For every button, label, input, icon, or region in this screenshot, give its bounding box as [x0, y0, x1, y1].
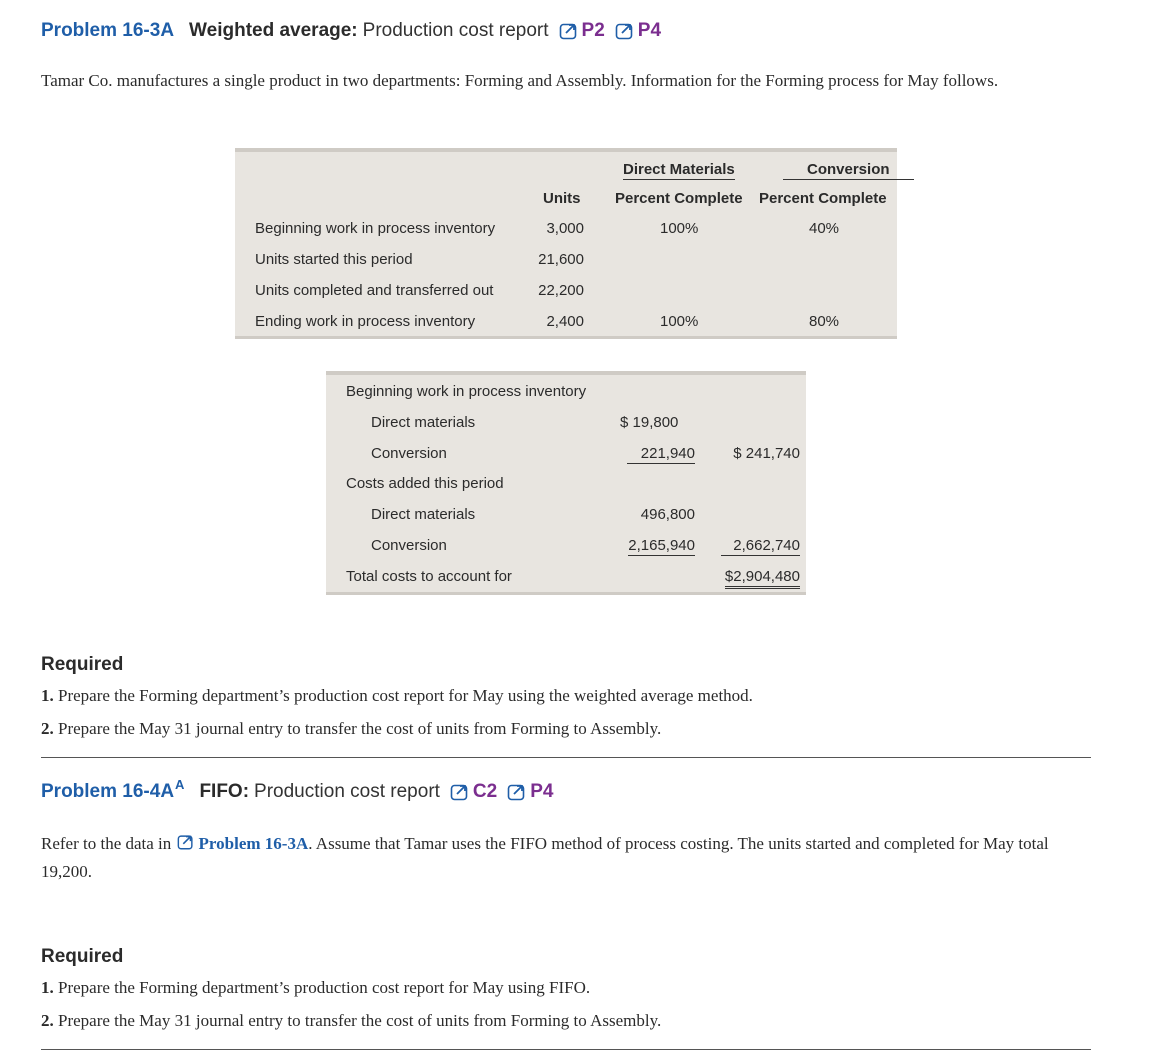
row-units: 3,000 [546, 220, 584, 237]
problem-4a-description: Production cost report [254, 781, 440, 802]
row-conv: 40% [809, 220, 840, 237]
add-conv-label: Conversion [371, 537, 447, 554]
ref-link-p2[interactable] [559, 20, 605, 42]
costs-table [326, 371, 806, 595]
beg-conv-label: Conversion [371, 445, 447, 462]
add-dm-value: 496,800 [640, 506, 695, 523]
external-link-icon [450, 782, 470, 802]
problem-4a-required-1: 1. Prepare the Forming department’s production cost report for May using FIFO. [41, 978, 591, 997]
grand-total: $2,904,480 [725, 568, 800, 585]
ref-link-p4[interactable] [507, 781, 553, 803]
beg-dm-label: Direct materials [371, 414, 476, 431]
external-link-icon [559, 21, 579, 41]
problem-3a-description: Production cost report [362, 20, 549, 41]
section-divider [41, 757, 1091, 758]
row-label: Beginning work in process inventory [255, 220, 496, 237]
row-conv: 80% [809, 313, 840, 330]
problem-4a-required-title: Required [41, 946, 124, 967]
row-dm: 100% [660, 220, 699, 237]
dm-header-top: Direct Materials [623, 161, 735, 178]
conv-header-top: Conversion [783, 161, 914, 178]
add-total: 2,662,740 [721, 537, 800, 554]
problem-4a-heading [41, 777, 554, 803]
beginning-wip-label: Beginning work in process inventory [346, 383, 587, 400]
ref-label: P2 [581, 20, 605, 41]
problem-4a-number: Problem $16-4A^A$ [41, 777, 185, 802]
section-divider [41, 1049, 1091, 1050]
units-header: Units [543, 190, 581, 207]
row-units: 22,200 [538, 282, 584, 299]
total-costs-label: Total costs to account for [346, 568, 512, 585]
row-dm: 100% [660, 313, 699, 330]
problem-3a-heading [41, 20, 661, 42]
row-label: Units completed and transferred out [255, 282, 494, 299]
row-units: 21,600 [538, 251, 584, 268]
row-label: Ending work in process inventory [255, 313, 476, 330]
problem-3a-name: Weighted average: [189, 20, 358, 41]
beg-conv-value: 221,940 [627, 445, 695, 462]
row-units: 2,400 [546, 313, 584, 330]
external-link-icon [507, 782, 527, 802]
beg-total: $ 241,740 [733, 445, 800, 462]
problem-3a-required-title: Required [41, 654, 124, 675]
external-link-icon [615, 21, 635, 41]
add-conv-value: 2,165,940 [628, 537, 695, 554]
problem-3a-link[interactable]: Problem 16-3A [176, 834, 309, 853]
problem-3a-required-1: 1. Prepare the Forming department’s production cost report for May using the weighted average method. [41, 686, 753, 705]
problem-3a-required-2: 2. Prepare the May 31 journal entry to transfer the cost of units from Forming to Assembly. [41, 719, 662, 738]
ref-link-c2[interactable] [450, 781, 497, 803]
problem-4a-required-2: 2. Prepare the May 31 journal entry to transfer the cost of units from Forming to Assembly. [41, 1011, 662, 1030]
problem-3a-intro: Tamar Co. manufactures a single product in two departments: Forming and Assembly. Information for the Forming process for May follows. [41, 71, 999, 90]
problem-4a-intro: Refer to the data in Problem 16-3A. Assume that Tamar uses the FIFO method of process costing. The units started and completed for May total 19,200. [41, 834, 1049, 881]
conv-header-bottom: Percent Complete [759, 190, 887, 207]
ref-label: P4 [530, 781, 554, 802]
row-label: Units started this period [255, 251, 413, 268]
units-table [235, 148, 897, 339]
beg-dm-value: $ 19,800 [620, 414, 679, 431]
external-link-icon [176, 833, 196, 851]
costs-added-label: Costs added this period [346, 475, 504, 492]
problem-3a-number: Problem 16-3A [41, 20, 175, 41]
ref-link-p4[interactable] [615, 20, 661, 42]
add-dm-label: Direct materials [371, 506, 476, 523]
ref-label: P4 [637, 20, 662, 41]
problem-4a-name: FIFO: [199, 781, 250, 802]
dm-header-bottom: Percent Complete [615, 190, 743, 207]
ref-label: C2 [472, 781, 498, 802]
